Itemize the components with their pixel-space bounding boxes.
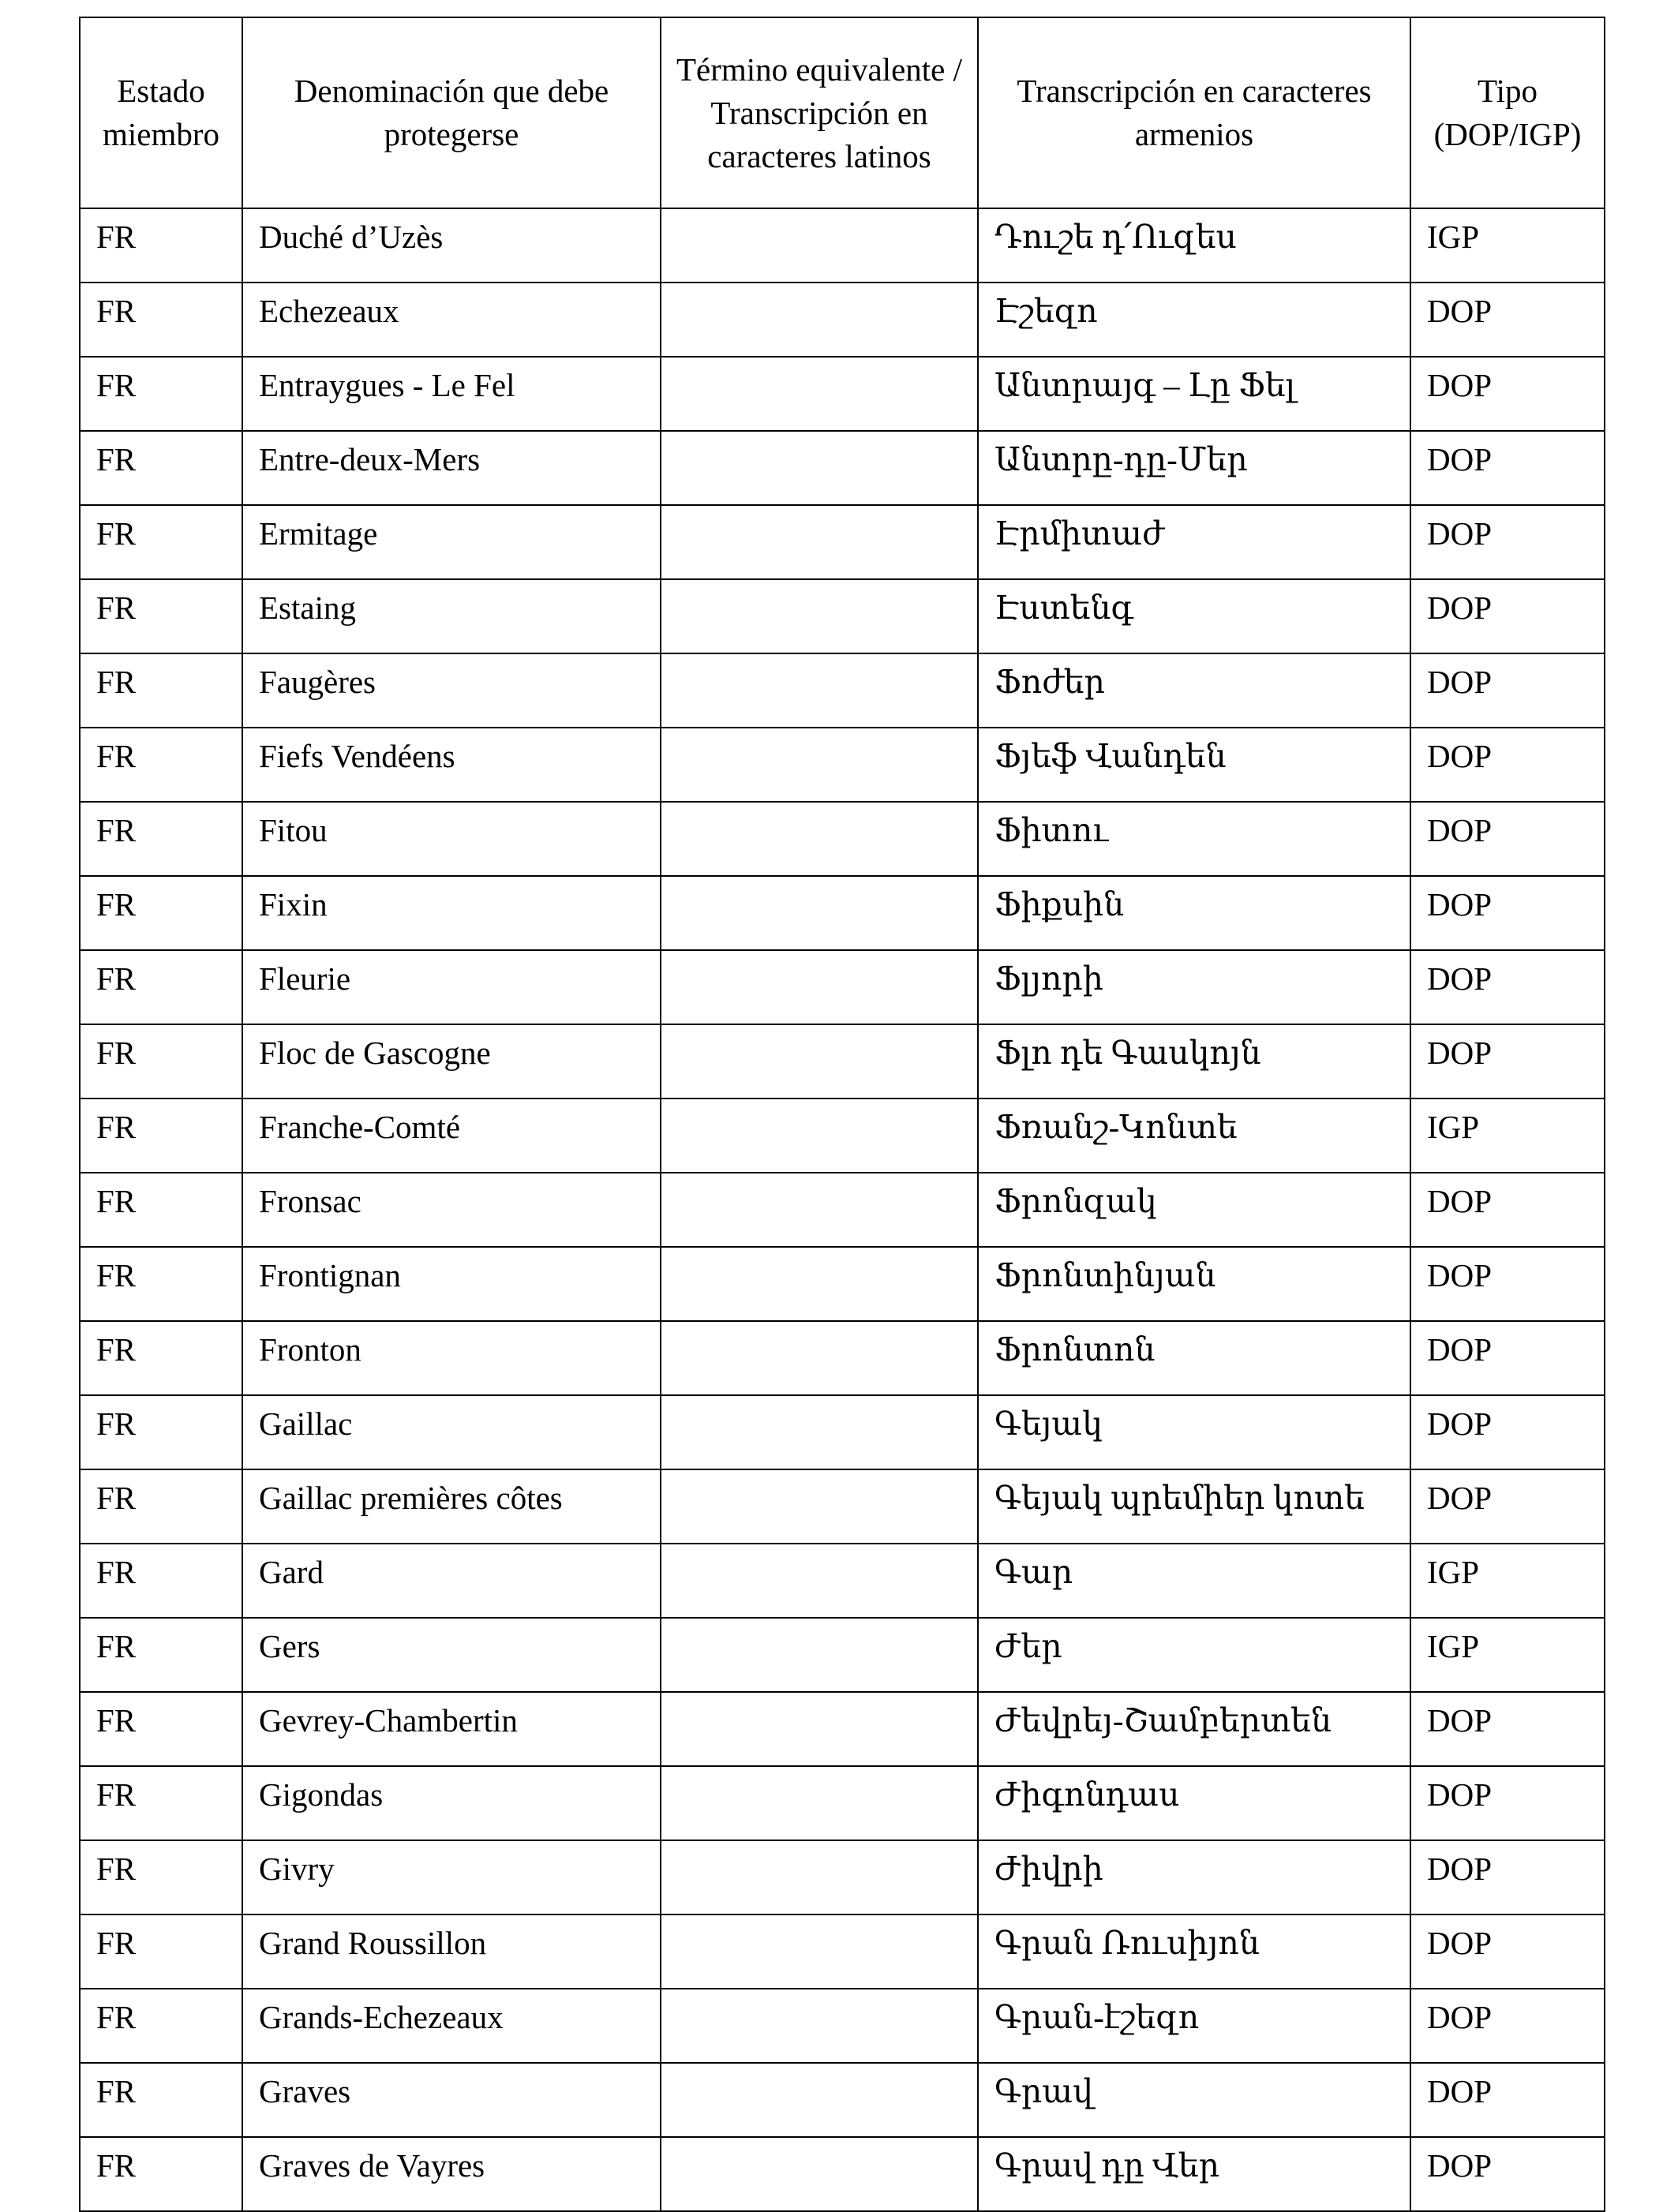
table-header-row [80,17,1605,208]
table-row [80,950,1605,1024]
member-state-cell: FR [80,1024,242,1099]
member-state-cell: FR [80,1099,242,1173]
table-row [80,1469,1605,1544]
equivalent-term-cell [661,283,978,357]
denominations-table [79,17,1605,2212]
type-cell: DOP [1410,2137,1605,2211]
denomination-cell: Gaillac premières côtes [242,1469,661,1544]
armenian-transcription-cell: Ֆիքսին [978,876,1410,950]
armenian-transcription-cell: Ֆլո դե Գասկոյն [978,1024,1410,1099]
armenian-transcription-cell: Էշեզո [978,283,1410,357]
table-row [80,1914,1605,1989]
equivalent-term-cell [661,1395,978,1469]
armenian-transcription-cell: Էստենգ [978,579,1410,653]
armenian-transcription-cell: Գրավ դը Վեր [978,2137,1410,2211]
table-row [80,357,1605,431]
table-row [80,1618,1605,1692]
denomination-cell: Frontignan [242,1247,661,1321]
denomination-cell: Graves [242,2063,661,2137]
type-cell: DOP [1410,950,1605,1024]
denomination-cell: Gigondas [242,1766,661,1840]
type-cell: DOP [1410,505,1605,579]
denomination-cell: Gevrey-Chambertin [242,1692,661,1766]
armenian-transcription-cell: Գար [978,1544,1410,1618]
equivalent-term-cell [661,950,978,1024]
equivalent-term-cell [661,1692,978,1766]
equivalent-term-cell [661,208,978,283]
equivalent-term-cell [661,1247,978,1321]
armenian-transcription-cell: Ֆլյորի [978,950,1410,1024]
denomination-cell: Estaing [242,579,661,653]
denomination-cell: Grand Roussillon [242,1914,661,1989]
denomination-cell: Floc de Gascogne [242,1024,661,1099]
armenian-transcription-cell: Անտրը-դը-Մեր [978,431,1410,505]
armenian-transcription-cell: Ֆռանշ-Կոնտե [978,1099,1410,1173]
member-state-cell: FR [80,1692,242,1766]
armenian-transcription-cell: Գրան Ռուսիյոն [978,1914,1410,1989]
armenian-transcription-cell: Գեյակ [978,1395,1410,1469]
member-state-cell: FR [80,1766,242,1840]
type-cell: DOP [1410,1173,1605,1247]
type-cell: IGP [1410,208,1605,283]
member-state-cell: FR [80,1914,242,1989]
equivalent-term-cell [661,1840,978,1914]
armenian-transcription-cell: Դուշե դ՛Ուզես [978,208,1410,283]
member-state-cell: FR [80,1395,242,1469]
member-state-cell: FR [80,505,242,579]
equivalent-term-cell [661,1544,978,1618]
table-row [80,579,1605,653]
equivalent-term-cell [661,1989,978,2063]
denomination-cell: Ermitage [242,505,661,579]
member-state-cell: FR [80,653,242,728]
denomination-cell: Graves de Vayres [242,2137,661,2211]
member-state-cell: FR [80,2137,242,2211]
armenian-transcription-cell: Ֆրոնտինյան [978,1247,1410,1321]
member-state-cell: FR [80,283,242,357]
type-cell: DOP [1410,1395,1605,1469]
equivalent-term-cell [661,1469,978,1544]
type-cell: IGP [1410,1618,1605,1692]
table-row [80,1544,1605,1618]
member-state-cell: FR [80,728,242,802]
type-cell: DOP [1410,1247,1605,1321]
table-row [80,2137,1605,2211]
table-row [80,1395,1605,1469]
member-state-cell: FR [80,876,242,950]
equivalent-term-cell [661,1766,978,1840]
table-row [80,1766,1605,1840]
denomination-cell: Gers [242,1618,661,1692]
member-state-cell: FR [80,579,242,653]
member-state-cell: FR [80,2063,242,2137]
equivalent-term-cell [661,1321,978,1395]
denomination-cell: Givry [242,1840,661,1914]
table-row [80,431,1605,505]
denomination-cell: Fitou [242,802,661,876]
equivalent-term-cell [661,1914,978,1989]
equivalent-term-cell [661,653,978,728]
type-cell: DOP [1410,1766,1605,1840]
equivalent-term-cell [661,431,978,505]
armenian-transcription-cell: Ֆոժեր [978,653,1410,728]
equivalent-term-cell [661,1173,978,1247]
type-cell: IGP [1410,1544,1605,1618]
member-state-cell: FR [80,1618,242,1692]
equivalent-term-cell [661,1024,978,1099]
member-state-cell: FR [80,357,242,431]
equivalent-term-cell [661,1099,978,1173]
equivalent-term-cell [661,579,978,653]
header-denomination: Denominación que debe protegerse [242,17,661,208]
armenian-transcription-cell: Ժիգոնդաս [978,1766,1410,1840]
armenian-transcription-cell: Գեյակ պրեմիեր կոտե [978,1469,1410,1544]
armenian-transcription-cell: Ֆիտու [978,802,1410,876]
header-type: Tipo (DOP/IGP) [1410,17,1605,208]
denomination-cell: Duché d’Uzès [242,208,661,283]
member-state-cell: FR [80,950,242,1024]
table-row [80,2063,1605,2137]
denomination-cell: Gard [242,1544,661,1618]
denomination-cell: Grands-Echezeaux [242,1989,661,2063]
table-row [80,1840,1605,1914]
denomination-cell: Fixin [242,876,661,950]
armenian-transcription-cell: Ֆրոնզակ [978,1173,1410,1247]
denomination-cell: Fiefs Vendéens [242,728,661,802]
type-cell: DOP [1410,2063,1605,2137]
header-member-state: Estado miembro [80,17,242,208]
armenian-transcription-cell: Էրմիտաժ [978,505,1410,579]
equivalent-term-cell [661,2137,978,2211]
denomination-cell: Gaillac [242,1395,661,1469]
type-cell: DOP [1410,728,1605,802]
denomination-cell: Fronsac [242,1173,661,1247]
member-state-cell: FR [80,1544,242,1618]
equivalent-term-cell [661,505,978,579]
denomination-cell: Faugères [242,653,661,728]
type-cell: DOP [1410,1024,1605,1099]
table-row [80,1692,1605,1766]
type-cell: DOP [1410,1840,1605,1914]
table-body [80,208,1605,2211]
armenian-transcription-cell: Ժեվրեյ-Շամբերտեն [978,1692,1410,1766]
denomination-cell: Fleurie [242,950,661,1024]
member-state-cell: FR [80,1173,242,1247]
equivalent-term-cell [661,802,978,876]
member-state-cell: FR [80,1989,242,2063]
type-cell: DOP [1410,431,1605,505]
member-state-cell: FR [80,208,242,283]
table-row [80,505,1605,579]
type-cell: DOP [1410,579,1605,653]
type-cell: DOP [1410,1469,1605,1544]
table-row [80,802,1605,876]
armenian-transcription-cell: Ֆրոնտոն [978,1321,1410,1395]
equivalent-term-cell [661,728,978,802]
header-equivalent-term: Término equivalente / Transcripción en caracteres latinos [661,17,978,208]
denomination-cell: Entre-deux-Mers [242,431,661,505]
type-cell: IGP [1410,1099,1605,1173]
table-row [80,1247,1605,1321]
denomination-cell: Echezeaux [242,283,661,357]
armenian-transcription-cell: Ֆյեֆ Վանդեն [978,728,1410,802]
type-cell: DOP [1410,1989,1605,2063]
type-cell: DOP [1410,357,1605,431]
member-state-cell: FR [80,431,242,505]
armenian-transcription-cell: Գրան-էշեզո [978,1989,1410,2063]
equivalent-term-cell [661,876,978,950]
equivalent-term-cell [661,357,978,431]
armenian-transcription-cell: Ժեր [978,1618,1410,1692]
table-row [80,1099,1605,1173]
armenian-transcription-cell: Ժիվրի [978,1840,1410,1914]
member-state-cell: FR [80,1321,242,1395]
table-row [80,208,1605,283]
table-row [80,653,1605,728]
table-row [80,1989,1605,2063]
armenian-transcription-cell: Գրավ [978,2063,1410,2137]
type-cell: DOP [1410,1692,1605,1766]
type-cell: DOP [1410,283,1605,357]
table-row [80,728,1605,802]
denomination-cell: Entraygues - Le Fel [242,357,661,431]
table-row [80,1321,1605,1395]
table-row [80,876,1605,950]
denomination-cell: Franche-Comté [242,1099,661,1173]
type-cell: DOP [1410,1321,1605,1395]
table-row [80,1173,1605,1247]
equivalent-term-cell [661,1618,978,1692]
table-row [80,1024,1605,1099]
member-state-cell: FR [80,1247,242,1321]
armenian-transcription-cell: Անտրայգ – Լը Ֆել [978,357,1410,431]
type-cell: DOP [1410,653,1605,728]
member-state-cell: FR [80,802,242,876]
equivalent-term-cell [661,2063,978,2137]
table-row [80,283,1605,357]
type-cell: DOP [1410,1914,1605,1989]
type-cell: DOP [1410,876,1605,950]
header-armenian-transcription: Transcripción en caracteres armenios [978,17,1410,208]
type-cell: DOP [1410,802,1605,876]
denomination-cell: Fronton [242,1321,661,1395]
member-state-cell: FR [80,1469,242,1544]
member-state-cell: FR [80,1840,242,1914]
